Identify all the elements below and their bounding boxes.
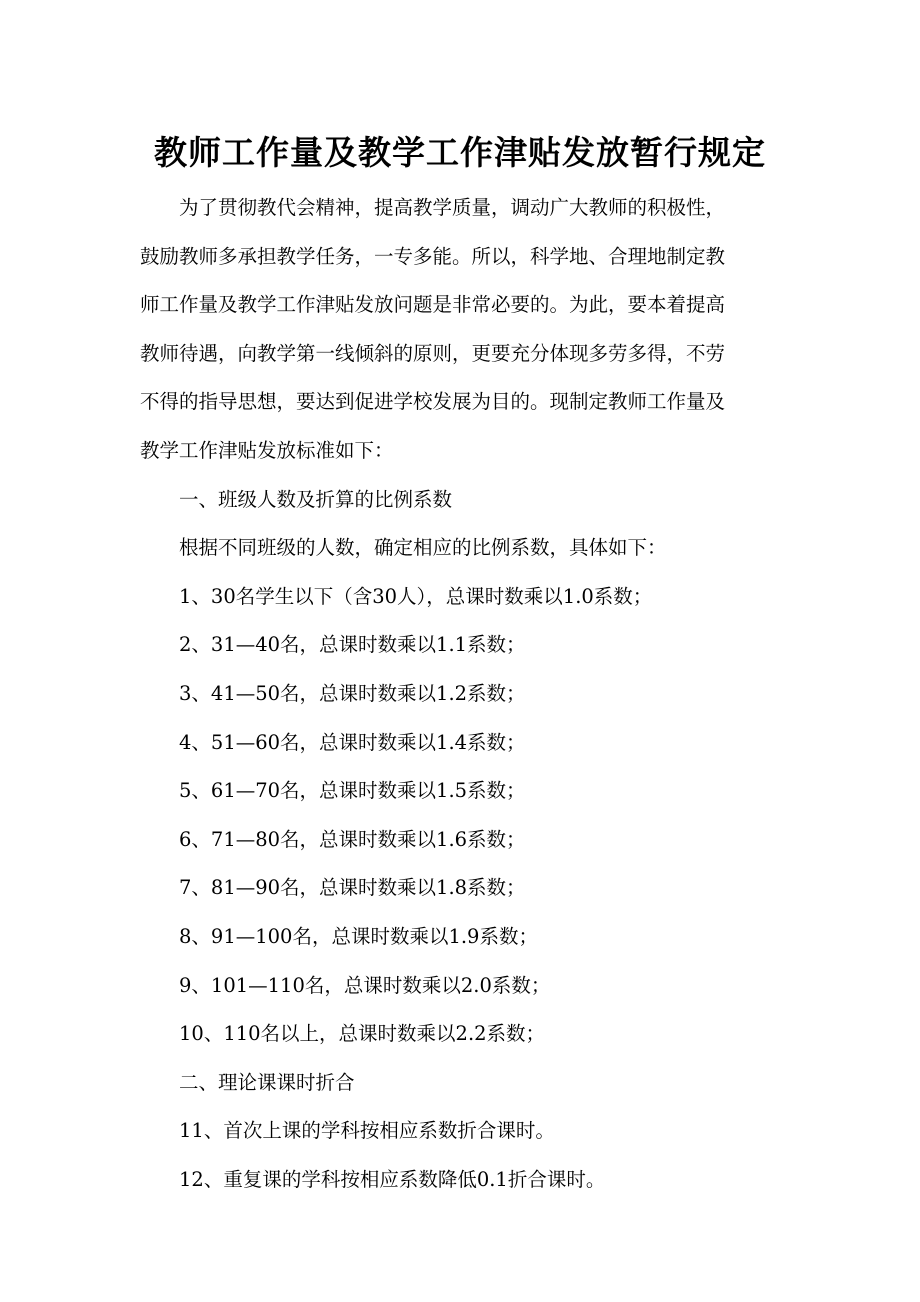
theory-hours-item: 11、首次上课的学科按相应系数折合课时。 bbox=[179, 1119, 555, 1143]
coefficient-item: 9、101—110名，总课时数乘以2.0系数； bbox=[179, 973, 551, 997]
intro-line: 教学工作津贴发放标准如下： bbox=[140, 438, 394, 462]
coefficient-item: 3、41—50名，总课时数乘以1.2系数； bbox=[179, 681, 526, 705]
intro-line: 为了贯彻教代会精神，提高教学质量，调动广大教师的积极性， bbox=[179, 196, 726, 219]
coefficient-item: 10、110名以上，总课时数乘以2.2系数； bbox=[179, 1022, 546, 1046]
coefficient-item: 2、31—40名，总课时数乘以1.1系数； bbox=[179, 633, 526, 657]
intro-line: 师工作量及教学工作津贴发放问题是非常必要的。为此，要本着提高 bbox=[140, 293, 726, 317]
intro-line: 不得的指导思想，要达到促进学校发展为目的。现制定教师工作量及 bbox=[140, 390, 726, 414]
section-lead: 根据不同班级的人数，确定相应的比例系数，具体如下： bbox=[179, 536, 667, 560]
coefficient-item: 7、81—90名，总课时数乘以1.8系数； bbox=[179, 876, 526, 900]
document-title: 教师工作量及教学工作津贴发放暂行规定 bbox=[154, 133, 766, 172]
document-body bbox=[140, 184, 780, 1204]
coefficient-item: 6、71—80名，总课时数乘以1.6系数； bbox=[179, 827, 526, 851]
coefficient-item: 4、51—60名，总课时数乘以1.4系数； bbox=[179, 730, 526, 754]
theory-hours-item: 12、重复课的学科按相应系数降低0.1折合课时。 bbox=[179, 1167, 606, 1191]
intro-paragraph bbox=[140, 184, 780, 476]
intro-line: 鼓励教师多承担教学任务，一专多能。所以，科学地、合理地制定教 bbox=[140, 244, 726, 268]
section-heading-class-size: 一、班级人数及折算的比例系数 bbox=[179, 487, 453, 511]
coefficient-item: 1、30名学生以下（含30人），总课时数乘以1.0系数； bbox=[179, 584, 653, 608]
section-heading-theory-hours: 二、理论课课时折合 bbox=[179, 1070, 355, 1094]
coefficient-item: 8、91—100名，总课时数乘以1.9系数； bbox=[179, 924, 538, 948]
intro-line: 教师待遇，向教学第一线倾斜的原则，更要充分体现多劳多得，不劳 bbox=[140, 341, 726, 365]
coefficient-item: 5、61—70名，总课时数乘以1.5系数； bbox=[179, 779, 526, 803]
